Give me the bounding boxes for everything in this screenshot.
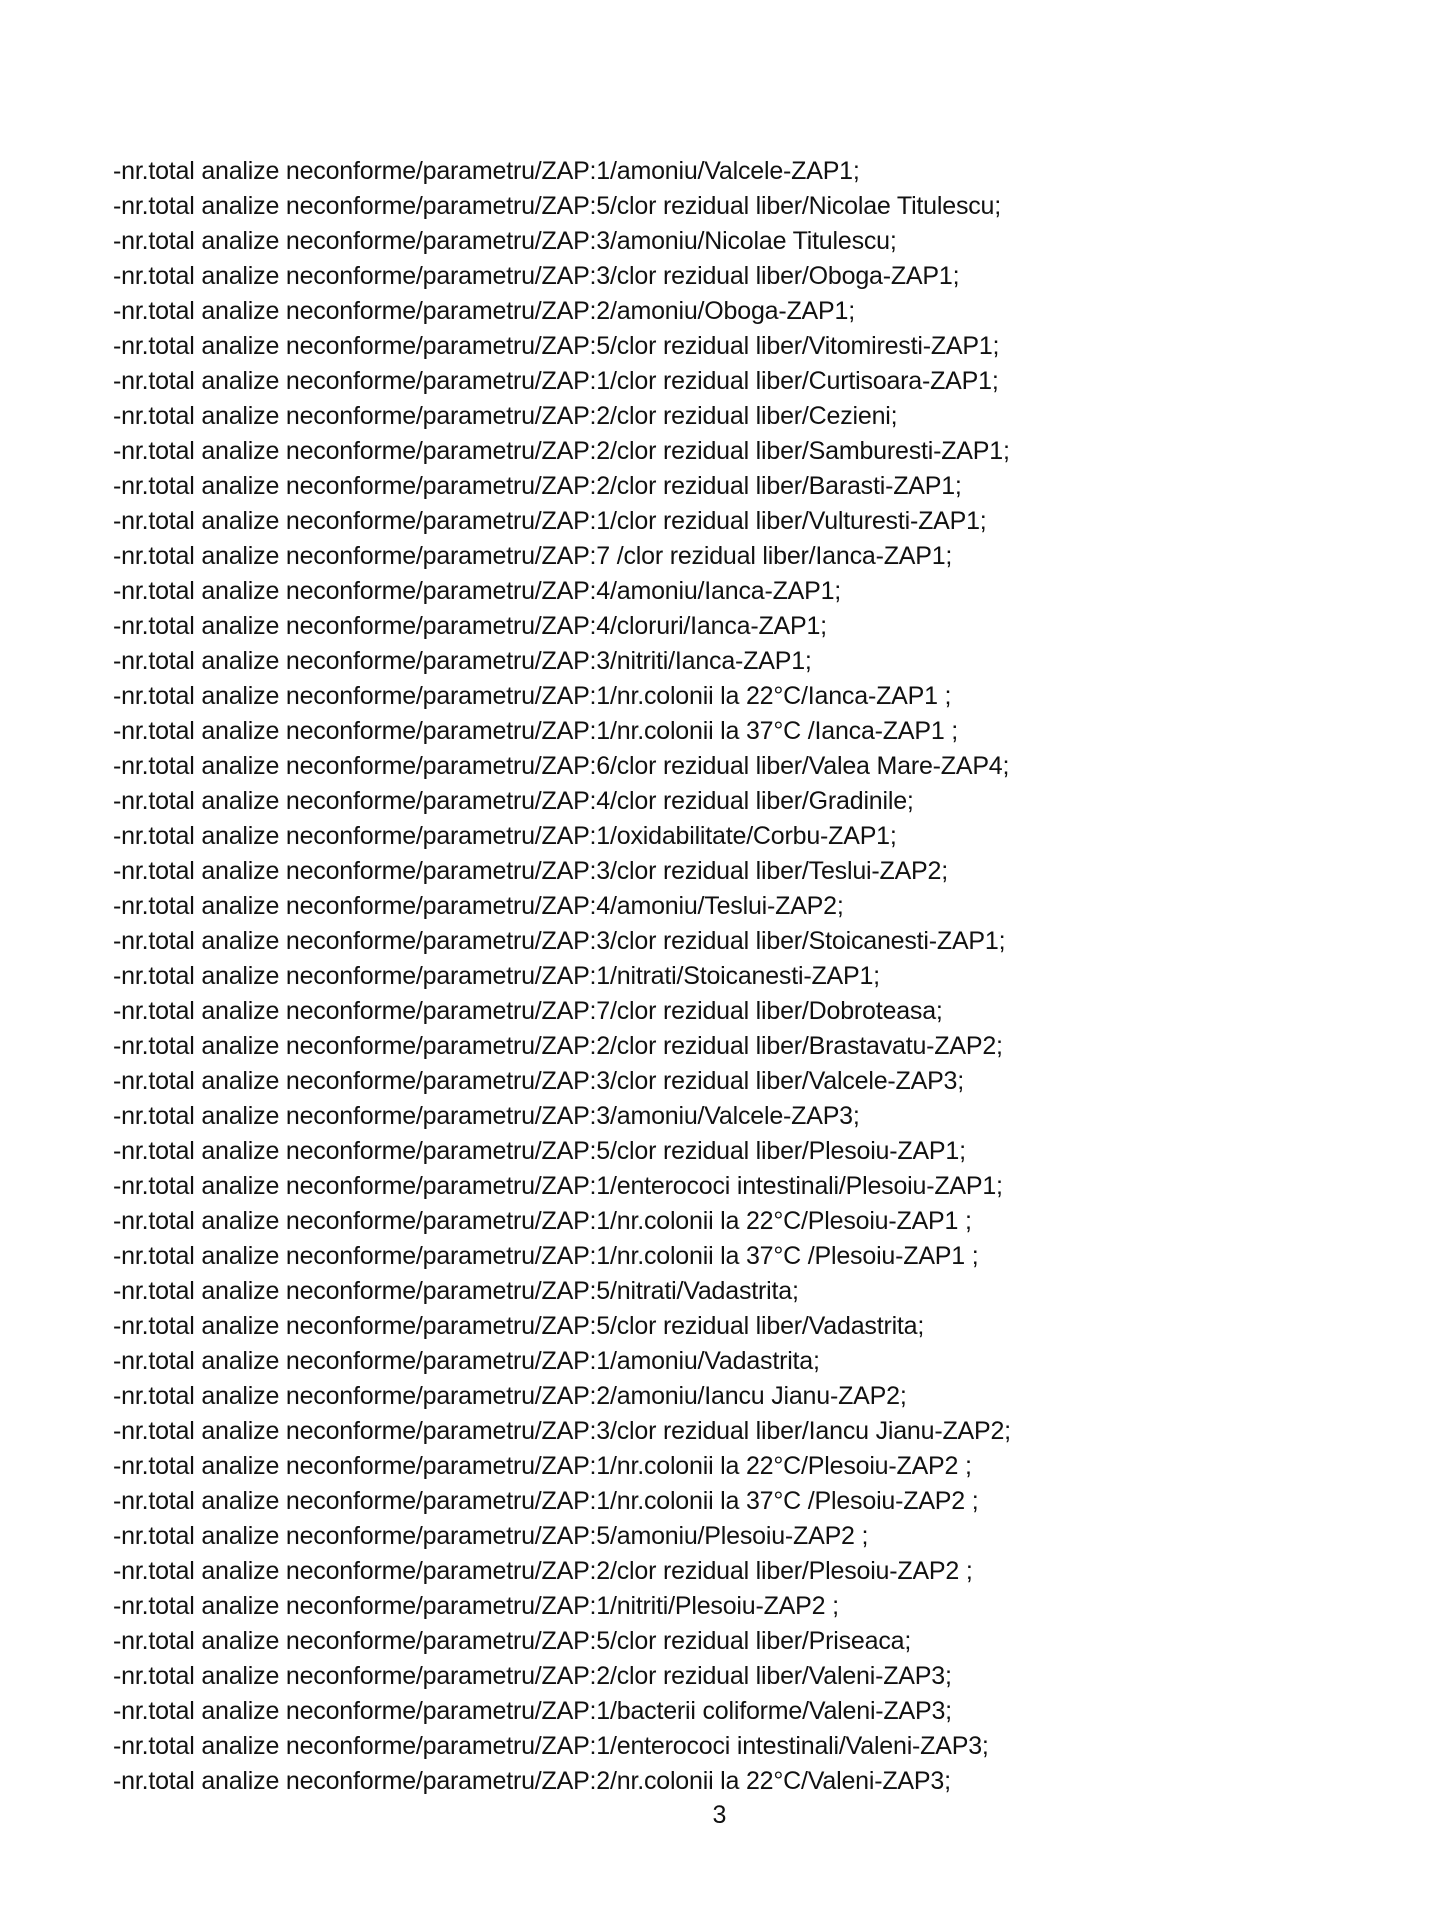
text-lines (113, 154, 1363, 1799)
text-line: -nr.total analize neconforme/parametru/ZAP:4/amoniu/Teslui-ZAP2; (113, 892, 844, 920)
text-line: -nr.total analize neconforme/parametru/ZAP:1/clor rezidual liber/Vulturesti-ZAP1; (113, 507, 987, 535)
text-line: -nr.total analize neconforme/parametru/ZAP:4/clor rezidual liber/Gradinile; (113, 787, 914, 815)
text-line: -nr.total analize neconforme/parametru/ZAP:4/cloruri/Ianca-ZAP1; (113, 612, 827, 640)
text-line: -nr.total analize neconforme/parametru/ZAP:2/clor rezidual liber/Plesoiu-ZAP2 ; (113, 1557, 973, 1585)
text-line: -nr.total analize neconforme/parametru/ZAP:3/amoniu/Valcele-ZAP3; (113, 1102, 860, 1130)
text-line: -nr.total analize neconforme/parametru/ZAP:1/enterococi intestinali/Plesoiu-ZAP1; (113, 1172, 1003, 1200)
text-line: -nr.total analize neconforme/parametru/ZAP:5/clor rezidual liber/Vadastrita; (113, 1312, 925, 1340)
text-line: -nr.total analize neconforme/parametru/ZAP:2/amoniu/Oboga-ZAP1; (113, 297, 855, 325)
text-line: -nr.total analize neconforme/parametru/ZAP:5/amoniu/Plesoiu-ZAP2 ; (113, 1522, 869, 1550)
text-line: -nr.total analize neconforme/parametru/ZAP:3/clor rezidual liber/Stoicanesti-ZAP1; (113, 927, 1006, 955)
text-line: -nr.total analize neconforme/parametru/ZAP:1/nr.colonii la 37°C /Ianca-ZAP1 ; (113, 717, 959, 745)
text-line: -nr.total analize neconforme/parametru/ZAP:1/clor rezidual liber/Curtisoara-ZAP1; (113, 367, 999, 395)
text-line: -nr.total analize neconforme/parametru/ZAP:2/clor rezidual liber/Valeni-ZAP3; (113, 1662, 952, 1690)
text-line: -nr.total analize neconforme/parametru/ZAP:2/clor rezidual liber/Brastavatu-ZAP2; (113, 1032, 1003, 1060)
text-line: -nr.total analize neconforme/parametru/ZAP:1/nr.colonii la 22°C/Plesoiu-ZAP1 ; (113, 1207, 972, 1235)
text-line: -nr.total analize neconforme/parametru/ZAP:5/clor rezidual liber/Plesoiu-ZAP1; (113, 1137, 966, 1165)
text-line: -nr.total analize neconforme/parametru/ZAP:3/clor rezidual liber/Oboga-ZAP1; (113, 262, 960, 290)
text-line: -nr.total analize neconforme/parametru/ZAP:7/clor rezidual liber/Dobroteasa; (113, 997, 943, 1025)
text-line: -nr.total analize neconforme/parametru/ZAP:1/nr.colonii la 37°C /Plesoiu-ZAP2 ; (113, 1487, 979, 1515)
text-line: -nr.total analize neconforme/parametru/ZAP:1/enterococi intestinali/Valeni-ZAP3; (113, 1732, 989, 1760)
text-line: -nr.total analize neconforme/parametru/ZAP:5/clor rezidual liber/Priseaca; (113, 1627, 912, 1655)
text-line: -nr.total analize neconforme/parametru/ZAP:4/amoniu/Ianca-ZAP1; (113, 577, 842, 605)
text-line: -nr.total analize neconforme/parametru/ZAP:5/clor rezidual liber/Nicolae Titulescu; (113, 192, 1001, 220)
text-line: -nr.total analize neconforme/parametru/ZAP:2/amoniu/Iancu Jianu-ZAP2; (113, 1382, 907, 1410)
text-line: -nr.total analize neconforme/parametru/ZAP:2/clor rezidual liber/Barasti-ZAP1; (113, 472, 962, 500)
text-line: -nr.total analize neconforme/parametru/ZAP:3/clor rezidual liber/Valcele-ZAP3; (113, 1067, 965, 1095)
text-line: -nr.total analize neconforme/parametru/ZAP:3/clor rezidual liber/Teslui-ZAP2; (113, 857, 948, 885)
text-line: -nr.total analize neconforme/parametru/ZAP:7 /clor rezidual liber/Ianca-ZAP1; (113, 542, 953, 570)
text-line: -nr.total analize neconforme/parametru/ZAP:5/nitrati/Vadastrita; (113, 1277, 799, 1305)
text-line: -nr.total analize neconforme/parametru/ZAP:1/amoniu/Vadastrita; (113, 1347, 820, 1375)
text-line: -nr.total analize neconforme/parametru/ZAP:1/nr.colonii la 22°C/Plesoiu-ZAP2 ; (113, 1452, 972, 1480)
text-line: -nr.total analize neconforme/parametru/ZAP:6/clor rezidual liber/Valea Mare-ZAP4; (113, 752, 1010, 780)
text-line: -nr.total analize neconforme/parametru/ZAP:2/clor rezidual liber/Samburesti-ZAP1; (113, 437, 1010, 465)
text-line: -nr.total analize neconforme/parametru/ZAP:1/nitrati/Stoicanesti-ZAP1; (113, 962, 880, 990)
text-line: -nr.total analize neconforme/parametru/ZAP:1/nitriti/Plesoiu-ZAP2 ; (113, 1592, 839, 1620)
text-line: -nr.total analize neconforme/parametru/ZAP:3/clor rezidual liber/Iancu Jianu-ZAP2; (113, 1417, 1011, 1445)
text-line: -nr.total analize neconforme/parametru/ZAP:1/nr.colonii la 22°C/Ianca-ZAP1 ; (113, 682, 952, 710)
page-number: 3 (712, 1801, 727, 1829)
text-line: -nr.total analize neconforme/parametru/ZAP:2/nr.colonii la 22°C/Valeni-ZAP3; (113, 1767, 951, 1795)
text-line: -nr.total analize neconforme/parametru/ZAP:1/nr.colonii la 37°C /Plesoiu-ZAP1 ; (113, 1242, 979, 1270)
text-line: -nr.total analize neconforme/parametru/ZAP:1/amoniu/Valcele-ZAP1; (113, 157, 860, 185)
text-line: -nr.total analize neconforme/parametru/ZAP:3/amoniu/Nicolae Titulescu; (113, 227, 897, 255)
text-line: -nr.total analize neconforme/parametru/ZAP:3/nitriti/Ianca-ZAP1; (113, 647, 812, 675)
text-line: -nr.total analize neconforme/parametru/ZAP:1/bacterii coliforme/Valeni-ZAP3; (113, 1697, 952, 1725)
text-line: -nr.total analize neconforme/parametru/ZAP:2/clor rezidual liber/Cezieni; (113, 402, 898, 430)
text-line: -nr.total analize neconforme/parametru/ZAP:1/oxidabilitate/Corbu-ZAP1; (113, 822, 897, 850)
text-line: -nr.total analize neconforme/parametru/ZAP:5/clor rezidual liber/Vitomiresti-ZAP1; (113, 332, 1000, 360)
